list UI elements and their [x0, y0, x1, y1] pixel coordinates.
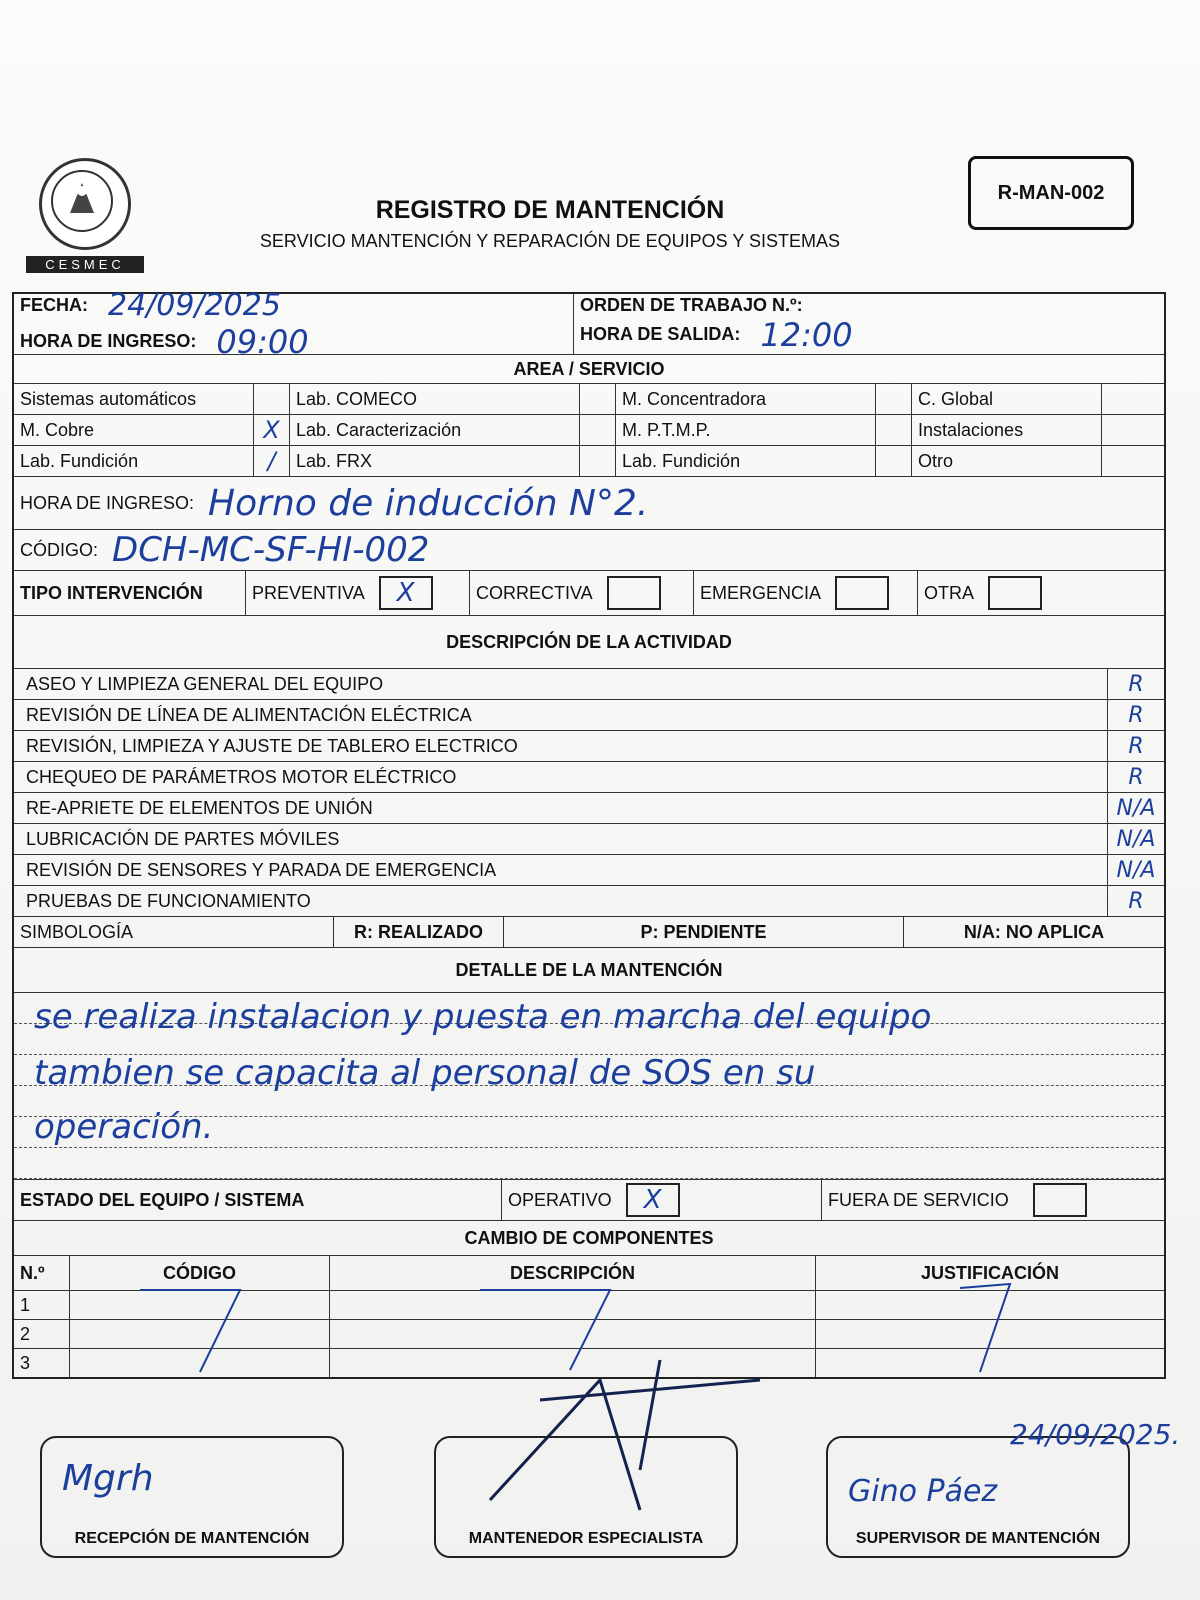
actividad-status[interactable]: R [1128, 671, 1144, 697]
signature-supervisor-scribble: Gino Páez [848, 1474, 998, 1509]
tipo-label: TIPO INTERVENCIÓN [14, 571, 246, 615]
supervisor-date: 24/09/2025. [1010, 1418, 1181, 1451]
area-option-label: Otro [912, 446, 1102, 476]
document-subtitle: SERVICIO MANTENCIÓN Y REPARACIÓN DE EQUIPOS Y SISTEMAS [259, 231, 841, 251]
signature-recepcion[interactable] [40, 1436, 344, 1558]
fecha-value[interactable]: 24/09/2025 [108, 287, 281, 323]
actividad-label: REVISIÓN DE LÍNEA DE ALIMENTACIÓN ELÉCTRICA [14, 700, 1108, 730]
area-option-checkbox[interactable]: X [254, 415, 290, 445]
tipo-option-checkbox[interactable]: X [379, 576, 433, 610]
area-option-label: Sistemas automáticos [14, 384, 254, 414]
cambio-title: CAMBIO DE COMPONENTES [464, 1227, 714, 1248]
signature-mantenedor[interactable] [434, 1436, 738, 1558]
area-option-label: M. P.T.M.P. [616, 415, 876, 445]
equipo-value[interactable]: Horno de inducción N°2. [208, 482, 649, 524]
area-option-label: Lab. FRX [290, 446, 580, 476]
actividad-label: CHEQUEO DE PARÁMETROS MOTOR ELÉCTRICO [14, 762, 1108, 792]
actividad-status[interactable]: R [1128, 733, 1144, 759]
fuera-servicio-label: FUERA DE SERVICIO [828, 1189, 1009, 1210]
estado-label: ESTADO DEL EQUIPO / SISTEMA [14, 1180, 502, 1220]
area-option-label: C. Global [912, 384, 1102, 414]
cambio-row-number: 2 [14, 1320, 70, 1348]
actividad-label: ASEO Y LIMPIEZA GENERAL DEL EQUIPO [14, 669, 1108, 699]
area-option-label: M. Cobre [14, 415, 254, 445]
cambio-header-descripcion: DESCRIPCIÓN [330, 1256, 816, 1290]
detalle-line-2: tambien se capacita al personal de SOS en su [34, 1053, 816, 1093]
document-code: R-MAN-002 [968, 156, 1134, 230]
actividad-status[interactable]: N/A [1116, 795, 1156, 821]
area-option-label: M. Concentradora [616, 384, 876, 414]
hora-salida-label: HORA DE SALIDA: [580, 324, 741, 344]
actividad-status[interactable]: R [1128, 888, 1144, 914]
actividad-label: RE-APRIETE DE ELEMENTOS DE UNIÓN [14, 793, 1108, 823]
detalle-line-1: se realiza instalacion y puesta en marcha del equipo [34, 997, 932, 1037]
actividad-label: PRUEBAS DE FUNCIONAMIENTO [14, 886, 1108, 916]
detalle-line-3: operación. [34, 1107, 214, 1147]
logo-band: CESMEC [26, 256, 144, 273]
area-option-checkbox[interactable]: / [254, 446, 290, 476]
simbologia-no-aplica: N/A: NO APLICA [963, 921, 1105, 942]
document-title: REGISTRO DE MANTENCIÓN [375, 196, 725, 224]
signature-supervisor-label: SUPERVISOR DE MANTENCIÓN [855, 1530, 1101, 1547]
area-option-label: Lab. COMECO [290, 384, 580, 414]
detalle-title: DETALLE DE LA MANTENCIÓN [455, 959, 723, 980]
tipo-option-label: PREVENTIVA [252, 582, 365, 603]
signature-recepcion-label: RECEPCIÓN DE MANTENCIÓN [74, 1530, 310, 1547]
signature-supervisor[interactable] [826, 1436, 1130, 1558]
actividad-title: DESCRIPCIÓN DE LA ACTIVIDAD [446, 631, 732, 652]
codigo-label: CÓDIGO: [20, 539, 99, 560]
equipo-label: HORA DE INGRESO: [20, 492, 195, 513]
area-option-label: Instalaciones [912, 415, 1102, 445]
tipo-option-label: OTRA [924, 582, 975, 603]
area-option-label: Lab. Fundición [616, 446, 876, 476]
tipo-option-label: CORRECTIVA [476, 582, 593, 603]
actividad-status[interactable]: R [1128, 702, 1144, 728]
simbologia-realizado: R: REALIZADO [334, 917, 504, 947]
actividad-label: REVISIÓN DE SENSORES Y PARADA DE EMERGENCIA [14, 855, 1108, 885]
codigo-value[interactable]: DCH-MC-SF-HI-002 [112, 530, 430, 570]
cambio-header-n: N.º [14, 1256, 70, 1290]
actividad-label: LUBRICACIÓN DE PARTES MÓVILES [14, 824, 1108, 854]
actividad-status[interactable]: R [1128, 764, 1144, 790]
simbologia-pendiente: P: PENDIENTE [504, 917, 904, 947]
signature-recepcion-scribble: Mgrh [62, 1458, 154, 1499]
fecha-label: FECHA: [20, 294, 88, 315]
area-option-label: Lab. Caracterización [290, 415, 580, 445]
area-option-label: Lab. Fundición [14, 446, 254, 476]
cambio-header-justificacion: JUSTIFICACIÓN [920, 1262, 1059, 1283]
hora-ingreso-value[interactable]: 09:00 [216, 322, 309, 361]
actividad-label: REVISIÓN, LIMPIEZA Y AJUSTE DE TABLERO ELECTRICO [14, 731, 1108, 761]
operativo-label: OPERATIVO [508, 1189, 612, 1210]
area-title: AREA / SERVICIO [513, 358, 665, 379]
cambio-row-number: 1 [14, 1291, 70, 1319]
actividad-status[interactable]: N/A [1116, 857, 1156, 883]
operativo-checkbox[interactable]: X [626, 1183, 680, 1217]
orden-label: ORDEN DE TRABAJO N.º: [580, 294, 803, 315]
hora-salida-value[interactable]: 12:00 [760, 315, 853, 354]
simbologia-label: SIMBOLOGÍA [14, 917, 334, 947]
hora-ingreso-label: HORA DE INGRESO: [20, 331, 197, 351]
actividad-status[interactable]: N/A [1116, 826, 1156, 852]
tipo-option-label: EMERGENCIA [700, 582, 822, 603]
cambio-header-codigo: CÓDIGO [70, 1256, 330, 1290]
cambio-row-number: 3 [14, 1349, 70, 1377]
signature-mantenedor-label: MANTENEDOR ESPECIALISTA [468, 1530, 704, 1547]
